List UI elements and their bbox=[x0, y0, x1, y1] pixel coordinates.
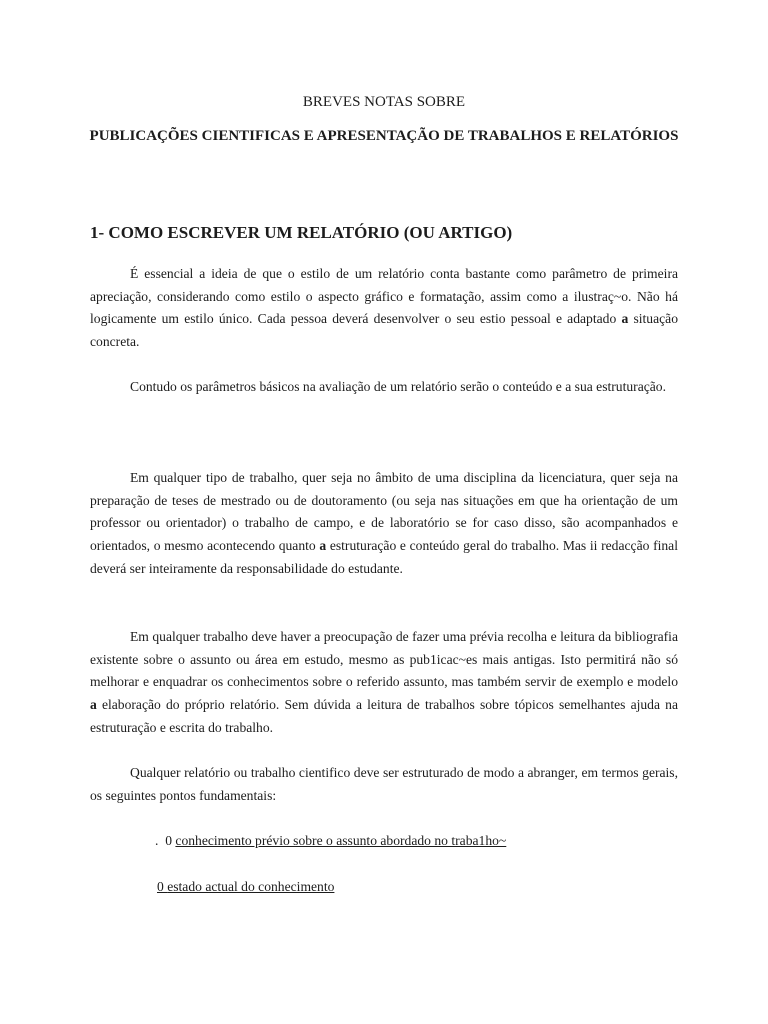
paragraph-4-text-start: Em qualquer trabalho deve haver a preocupação de fazer uma prévia recolha e leitura da bibliografia existente sobre o assunto ou área em estudo, mesmo as pub1icac~es mais antigas. Isto permitirá não só melhorar e enquadrar os conhecimentos sobre o referido assunto, mas também servir de exemplo e modelo bbox=[90, 629, 678, 690]
section-heading: 1- COMO ESCREVER UM RELATÓRIO (OU ARTIGO) bbox=[90, 223, 513, 242]
paragraph-5: Qualquer relatório ou trabalho cientifico deve ser estruturado de modo a abranger, em termos gerais, os seguintes pontos fundamentais: bbox=[90, 765, 678, 803]
paragraph-3 bbox=[90, 467, 678, 581]
list-item-marker: . bbox=[155, 833, 159, 848]
paragraph-2: Contudo os parâmetros básicos na avaliação de um relatório serão o conteúdo e a sua estruturação. bbox=[130, 379, 667, 394]
paragraph-3-bold: a bbox=[319, 538, 327, 554]
document-subtitle: PUBLICAÇÕES CIENTIFICAS E APRESENTAÇÃO DE TRABALHOS E RELATÓRIOS bbox=[89, 128, 679, 144]
paragraph-3-text-end: estruturação e conteúdo geral do trabalho. Mas ii redacção final deverá ser inteiramente da responsabilidade do estudante. bbox=[90, 538, 678, 576]
list-item-prefix: 0 bbox=[165, 833, 176, 848]
paragraph-1-text-end: situação concreta. bbox=[90, 311, 678, 350]
paragraph-1-bold: a bbox=[621, 311, 629, 327]
paragraph-1-text-start: É essencial a ideia de que o estilo de um relatório conta bastante como parâmetro de primeira apreciação, considerando como estilo o aspecto gráfico e formatação, assim como a ilustraç~o. Não há logicamente um estilo único. Cada pessoa deverá desenvolver o seu estio pessoal e adaptado bbox=[90, 266, 678, 327]
paragraph-4 bbox=[90, 626, 678, 740]
paragraph-4-bold: a bbox=[90, 697, 97, 713]
list-item bbox=[155, 830, 506, 852]
list-item-prefix: 0 bbox=[157, 879, 168, 894]
paragraph-4-text-end: elaboração do próprio relatório. Sem dúvida a leitura de trabalhos sobre tópicos semelhantes ajuda na estruturação e escrita do trabalho. bbox=[90, 697, 678, 735]
list-item bbox=[157, 876, 334, 898]
paragraph-3-text-start: Em qualquer tipo de trabalho, quer seja no âmbito de uma disciplina da licenciatura, quer seja na preparação de teses de mestrado ou de doutoramento (ou seja nas situações em que ha orientação de um professor ou orientador) o trabalho de campo, e de laboratório se for caso disso, são acompanhados e orientados, o mesmo acontecendo quanto bbox=[90, 470, 678, 554]
list-item-text: conhecimento prévio sobre o assunto abordado no traba1ho~ bbox=[175, 833, 507, 848]
list-item-text: estado actual do conhecimento bbox=[167, 879, 335, 894]
document-title: BREVES NOTAS SOBRE bbox=[302, 94, 466, 110]
paragraph-1 bbox=[90, 263, 678, 354]
